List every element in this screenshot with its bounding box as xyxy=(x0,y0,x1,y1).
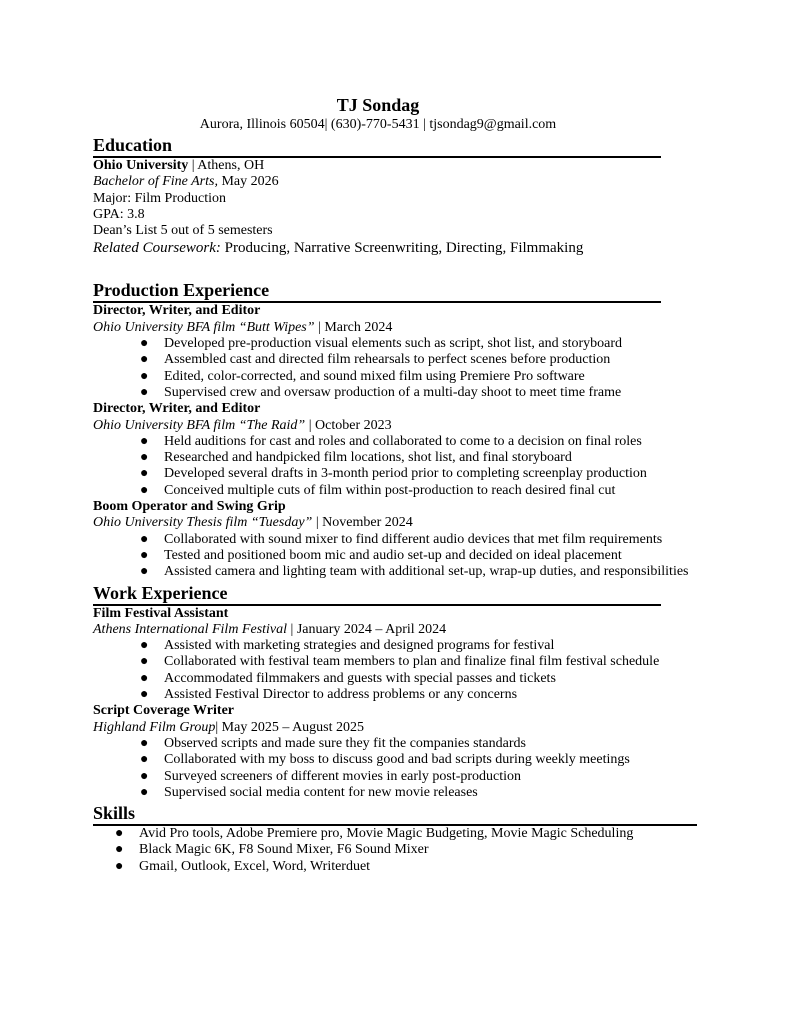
bullet-text: Collaborated with sound mixer to find different audio devices that met film requirements xyxy=(164,531,663,547)
deans-list-line: Dean’s List 5 out of 5 semesters xyxy=(93,223,273,239)
bullet-item xyxy=(93,671,698,687)
job-org-line xyxy=(93,418,698,434)
bullet-item xyxy=(93,450,698,466)
job-bullet-list xyxy=(93,638,698,703)
bullet-item xyxy=(93,736,698,752)
bullet-text: Tested and positioned boom mic and audio set-up and decided on ideal placement xyxy=(164,547,622,563)
bullet-dot: ● xyxy=(140,466,149,482)
bullet-item xyxy=(93,548,698,564)
bullet-text: Assisted Festival Director to address problems or any concerns xyxy=(164,687,518,703)
candidate-name: TJ Sondag xyxy=(336,95,420,115)
bullet-item xyxy=(93,752,698,768)
bullet-dot: ● xyxy=(140,735,149,751)
job-org-line xyxy=(93,320,698,336)
bullet-dot: ● xyxy=(140,352,149,368)
bullet-text: Supervised crew and oversaw production of a multi-day shoot to meet time frame xyxy=(164,384,622,400)
bullet-text: Supervised social media content for new movie releases xyxy=(164,784,478,800)
bullet-item xyxy=(93,532,698,548)
bullet-text: Assembled cast and directed film rehearsals to perfect scenes before production xyxy=(164,352,611,368)
bullet-item xyxy=(93,369,698,385)
bullet-item xyxy=(93,466,698,482)
gpa-line: GPA: 3.8 xyxy=(93,206,145,222)
bullet-dot: ● xyxy=(140,450,149,466)
bullet-text: Held auditions for cast and roles and collaborated to come to a decision on final roles xyxy=(164,433,642,449)
degree-name: Bachelor of Fine Arts, xyxy=(93,174,218,190)
job-date: | March 2024 xyxy=(314,319,393,335)
bullet-dot: ● xyxy=(140,638,149,654)
bullet-item xyxy=(93,352,698,368)
job-date: | January 2024 – April 2024 xyxy=(287,621,447,637)
job-bullet-list xyxy=(93,532,698,581)
bullet-item xyxy=(93,564,698,580)
skill-item xyxy=(93,842,698,858)
job-role: Director, Writer, and Editor xyxy=(93,401,261,417)
bullet-text: Accommodated filmmakers and guests with special passes and tickets xyxy=(164,670,556,686)
education-heading: Education xyxy=(93,135,661,158)
bullet-item xyxy=(93,336,698,352)
bullet-dot: ● xyxy=(115,842,124,858)
skill-item xyxy=(93,859,698,875)
bullet-dot: ● xyxy=(140,654,149,670)
skill-text: Avid Pro tools, Adobe Premiere pro, Movie Magic Budgeting, Movie Magic Scheduling xyxy=(139,826,634,842)
skill-text: Gmail, Outlook, Excel, Word, Writerduet xyxy=(139,858,371,874)
school-line xyxy=(93,158,698,174)
job-org: Ohio University Thesis film “Tuesday” xyxy=(93,515,313,531)
bullet-text: Edited, color-corrected, and sound mixed film using Premiere Pro software xyxy=(164,368,585,384)
bullet-dot: ● xyxy=(140,564,149,580)
bullet-dot: ● xyxy=(140,384,149,400)
resume-header xyxy=(93,94,663,133)
bullet-dot: ● xyxy=(140,670,149,686)
work-heading: Work Experience xyxy=(93,583,661,606)
job-role: Boom Operator and Swing Grip xyxy=(93,499,286,515)
skills-heading: Skills xyxy=(93,803,697,826)
bullet-dot: ● xyxy=(140,784,149,800)
job-bullet-list xyxy=(93,736,698,801)
job-org: Highland Film Group xyxy=(93,719,216,735)
bullet-item xyxy=(93,785,698,801)
bullet-dot: ● xyxy=(140,368,149,384)
school-name: Ohio University xyxy=(93,158,189,173)
contact-info: Aurora, Illinois 60504| (630)-770-5431 | tjsondag9@gmail.com xyxy=(199,117,557,132)
bullet-text: Surveyed screeners of different movies in early post-production xyxy=(164,768,522,784)
job-org-line xyxy=(93,515,698,531)
bullet-item xyxy=(93,638,698,654)
degree-line xyxy=(93,174,698,190)
job-org: Ohio University BFA film “The Raid” xyxy=(93,417,306,433)
bullet-text: Developed pre-production visual elements such as script, shot list, and storyboard xyxy=(164,336,623,352)
job-date: | October 2023 xyxy=(305,417,392,433)
job-org-line xyxy=(93,720,698,736)
resume-page xyxy=(93,94,698,875)
bullet-dot: ● xyxy=(140,482,149,498)
bullet-item xyxy=(93,769,698,785)
bullet-item xyxy=(93,654,698,670)
bullet-dot: ● xyxy=(115,826,124,842)
bullet-item xyxy=(93,483,698,499)
bullet-dot: ● xyxy=(115,858,124,874)
bullet-text: Conceived multiple cuts of film within post-production to reach desired final cut xyxy=(164,482,616,498)
bullet-text: Observed scripts and made sure they fit the companies standards xyxy=(164,735,526,751)
job-org: Athens International Film Festival xyxy=(93,621,288,637)
work-jobs xyxy=(93,606,698,802)
coursework-label: Related Coursework: xyxy=(93,240,221,257)
bullet-dot: ● xyxy=(140,687,149,703)
degree-date: May 2026 xyxy=(217,174,279,190)
skill-text: Black Magic 6K, F8 Sound Mixer, F6 Sound Mixer xyxy=(139,842,429,858)
bullet-text: Collaborated with festival team members to plan and finalize final film festival schedule xyxy=(164,654,660,670)
bullet-dot: ● xyxy=(140,752,149,768)
job-role: Film Festival Assistant xyxy=(93,605,229,621)
bullet-dot: ● xyxy=(140,336,149,352)
bullet-text: Assisted camera and lighting team with additional set-up, wrap-up duties, and responsibilities xyxy=(164,564,689,580)
bullet-dot: ● xyxy=(140,531,149,547)
job-org-line xyxy=(93,622,698,638)
production-jobs xyxy=(93,303,698,580)
job-role: Script Coverage Writer xyxy=(93,703,234,719)
bullet-text: Developed several drafts in 3-month period prior to completing screenplay production xyxy=(164,466,647,482)
bullet-item xyxy=(93,687,698,703)
coursework-line xyxy=(93,239,698,257)
job-role: Director, Writer, and Editor xyxy=(93,303,261,319)
skills-list xyxy=(93,826,698,875)
school-location: | Athens, OH xyxy=(188,158,265,173)
bullet-text: Collaborated with my boss to discuss good and bad scripts during weekly meetings xyxy=(164,752,630,768)
bullet-dot: ● xyxy=(140,768,149,784)
job-org: Ohio University BFA film “Butt Wipes” xyxy=(93,319,315,335)
section-spacer xyxy=(93,257,698,278)
major-line: Major: Film Production xyxy=(93,190,226,206)
coursework-list: Producing, Narrative Screenwriting, Directing, Filmmaking xyxy=(220,240,584,257)
job-bullet-list xyxy=(93,434,698,499)
production-heading: Production Experience xyxy=(93,280,661,303)
skill-item xyxy=(93,826,698,842)
bullet-item xyxy=(93,385,698,401)
job-date: | May 2025 – August 2025 xyxy=(215,719,365,735)
bullet-dot: ● xyxy=(140,547,149,563)
bullet-dot: ● xyxy=(140,433,149,449)
bullet-text: Researched and handpicked film locations, shot list, and final storyboard xyxy=(164,450,572,466)
bullet-item xyxy=(93,434,698,450)
job-date: | November 2024 xyxy=(312,515,413,531)
bullet-text: Assisted with marketing strategies and designed programs for festival xyxy=(164,638,555,654)
job-bullet-list xyxy=(93,336,698,401)
